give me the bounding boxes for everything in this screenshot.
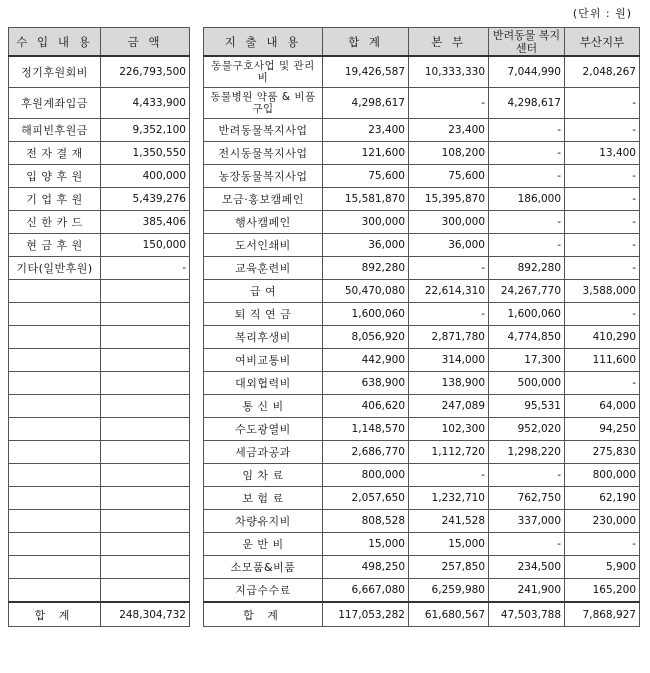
expense-row	[204, 234, 640, 257]
expense-total: 15,581,870	[323, 188, 409, 211]
income-amount	[101, 395, 190, 418]
expense-center: -	[489, 234, 565, 257]
expense-busan: -	[565, 88, 640, 119]
expense-center: 1,298,220	[489, 441, 565, 464]
expense-total: 406,620	[323, 395, 409, 418]
expense-busan: 800,000	[565, 464, 640, 487]
income-row	[9, 257, 190, 280]
expense-header-description: 지 출 내 용	[204, 28, 323, 57]
expense-total: 4,298,617	[323, 88, 409, 119]
income-amount	[101, 372, 190, 395]
expense-busan: -	[565, 188, 640, 211]
expense-busan: -	[565, 165, 640, 188]
expense-center: 234,500	[489, 556, 565, 579]
expense-center: 186,000	[489, 188, 565, 211]
income-row	[9, 510, 190, 533]
income-row	[9, 395, 190, 418]
income-row	[9, 142, 190, 165]
expense-center: 7,044,990	[489, 56, 565, 88]
expense-row	[204, 372, 640, 395]
income-amount: -	[101, 257, 190, 280]
expense-label: 교육훈련비	[204, 257, 323, 280]
income-amount	[101, 510, 190, 533]
expense-row	[204, 303, 640, 326]
income-amount	[101, 579, 190, 603]
expense-total: 6,667,080	[323, 579, 409, 603]
expense-busan: 5,900	[565, 556, 640, 579]
expense-center: 4,774,850	[489, 326, 565, 349]
expense-table	[203, 27, 640, 627]
income-label: 입 양 후 원	[9, 165, 101, 188]
expense-row	[204, 257, 640, 280]
expense-label: 수도광열비	[204, 418, 323, 441]
expense-hq: 102,300	[409, 418, 489, 441]
expense-busan: -	[565, 257, 640, 280]
income-amount: 400,000	[101, 165, 190, 188]
unit-label: (단위 : 원)	[572, 7, 632, 20]
income-row	[9, 349, 190, 372]
expense-hq: 22,614,310	[409, 280, 489, 303]
income-label	[9, 349, 101, 372]
expense-label: 전시동물복지사업	[204, 142, 323, 165]
expense-label: 모금·홍보캠페인	[204, 188, 323, 211]
expense-center: 17,300	[489, 349, 565, 372]
expense-label: 동물병원 약품 & 비품 구입	[204, 88, 323, 119]
income-row	[9, 88, 190, 119]
income-amount	[101, 418, 190, 441]
income-row	[9, 211, 190, 234]
expense-hq: 138,900	[409, 372, 489, 395]
expense-label: 반려동물복지사업	[204, 119, 323, 142]
income-label: 후원계좌입금	[9, 88, 101, 119]
income-amount	[101, 303, 190, 326]
income-row	[9, 533, 190, 556]
expense-row	[204, 211, 640, 234]
expense-label: 운 반 비	[204, 533, 323, 556]
expense-center: -	[489, 464, 565, 487]
expense-hq: 23,400	[409, 119, 489, 142]
expense-row	[204, 441, 640, 464]
income-amount	[101, 556, 190, 579]
expense-row	[204, 395, 640, 418]
expense-row	[204, 56, 640, 88]
expense-row	[204, 165, 640, 188]
expense-total: 15,000	[323, 533, 409, 556]
expense-total: 442,900	[323, 349, 409, 372]
expense-label: 동물구호사업 및 관리비	[204, 56, 323, 88]
expense-center: 4,298,617	[489, 88, 565, 119]
income-label: 신 한 카 드	[9, 211, 101, 234]
income-label: 정기후원회비	[9, 56, 101, 88]
income-row	[9, 372, 190, 395]
income-row	[9, 165, 190, 188]
expense-center: -	[489, 533, 565, 556]
expense-center: 24,267,770	[489, 280, 565, 303]
income-label: 현 금 후 원	[9, 234, 101, 257]
expense-row	[204, 188, 640, 211]
income-amount: 385,406	[101, 211, 190, 234]
income-row	[9, 579, 190, 603]
expense-label: 통 신 비	[204, 395, 323, 418]
income-header-description: 수 입 내 용	[9, 28, 101, 57]
income-row	[9, 56, 190, 88]
income-amount	[101, 349, 190, 372]
expense-total: 2,686,770	[323, 441, 409, 464]
expense-label: 급 여	[204, 280, 323, 303]
income-total-amount: 248,304,732	[101, 602, 190, 627]
expense-total: 23,400	[323, 119, 409, 142]
expense-center: -	[489, 211, 565, 234]
expense-busan: 111,600	[565, 349, 640, 372]
expense-hq: 1,112,720	[409, 441, 489, 464]
expense-label: 농장동물복지사업	[204, 165, 323, 188]
expense-hq: -	[409, 464, 489, 487]
expense-hq: 75,600	[409, 165, 489, 188]
expense-total-total: 117,053,282	[323, 602, 409, 627]
income-amount	[101, 441, 190, 464]
expense-row	[204, 349, 640, 372]
expense-header-total: 합 계	[323, 28, 409, 57]
income-total-label: 합 계	[9, 602, 101, 627]
expense-total: 892,280	[323, 257, 409, 280]
income-header-row	[9, 28, 190, 57]
income-label: 기타(일반후원)	[9, 257, 101, 280]
expense-total: 808,528	[323, 510, 409, 533]
expense-hq: 15,395,870	[409, 188, 489, 211]
expense-busan: 13,400	[565, 142, 640, 165]
income-label	[9, 395, 101, 418]
expense-label: 대외협력비	[204, 372, 323, 395]
expense-center: 952,020	[489, 418, 565, 441]
income-label	[9, 441, 101, 464]
expense-busan: 62,190	[565, 487, 640, 510]
expense-row	[204, 326, 640, 349]
expense-busan: -	[565, 372, 640, 395]
income-total-row	[9, 602, 190, 627]
expense-total: 1,600,060	[323, 303, 409, 326]
expense-total-hq: 61,680,567	[409, 602, 489, 627]
income-amount	[101, 464, 190, 487]
expense-hq: 300,000	[409, 211, 489, 234]
income-row	[9, 303, 190, 326]
expense-total: 300,000	[323, 211, 409, 234]
expense-center: 1,600,060	[489, 303, 565, 326]
expense-busan: 230,000	[565, 510, 640, 533]
expense-row	[204, 280, 640, 303]
expense-header-hq: 본 부	[409, 28, 489, 57]
expense-hq: 314,000	[409, 349, 489, 372]
income-amount	[101, 487, 190, 510]
expense-hq: 15,000	[409, 533, 489, 556]
expense-total: 8,056,920	[323, 326, 409, 349]
expense-row	[204, 533, 640, 556]
expense-hq: 2,871,780	[409, 326, 489, 349]
expense-total: 50,470,080	[323, 280, 409, 303]
expense-hq: 241,528	[409, 510, 489, 533]
income-row	[9, 487, 190, 510]
expense-hq: 6,259,980	[409, 579, 489, 603]
expense-label: 차량유지비	[204, 510, 323, 533]
income-label	[9, 533, 101, 556]
income-label	[9, 579, 101, 603]
income-label	[9, 326, 101, 349]
expense-busan: -	[565, 211, 640, 234]
income-amount	[101, 326, 190, 349]
income-row	[9, 188, 190, 211]
income-amount: 9,352,100	[101, 119, 190, 142]
expense-hq: 108,200	[409, 142, 489, 165]
expense-center: 892,280	[489, 257, 565, 280]
expense-center: 762,750	[489, 487, 565, 510]
income-label	[9, 464, 101, 487]
expense-total: 75,600	[323, 165, 409, 188]
income-amount: 226,793,500	[101, 56, 190, 88]
expense-row	[204, 88, 640, 119]
income-row	[9, 464, 190, 487]
expense-header-row	[204, 28, 640, 57]
expense-busan: 64,000	[565, 395, 640, 418]
expense-total: 800,000	[323, 464, 409, 487]
expense-row	[204, 510, 640, 533]
expense-label: 소모품&비품	[204, 556, 323, 579]
income-amount: 5,439,276	[101, 188, 190, 211]
expense-busan: 410,290	[565, 326, 640, 349]
income-row	[9, 418, 190, 441]
expense-busan: 165,200	[565, 579, 640, 603]
expense-label: 퇴 직 연 금	[204, 303, 323, 326]
expense-row	[204, 579, 640, 603]
expense-hq: -	[409, 257, 489, 280]
expense-center: 95,531	[489, 395, 565, 418]
expense-busan: -	[565, 234, 640, 257]
expense-row	[204, 556, 640, 579]
income-label	[9, 487, 101, 510]
income-row	[9, 556, 190, 579]
expense-row	[204, 418, 640, 441]
expense-row	[204, 142, 640, 165]
income-amount	[101, 533, 190, 556]
expense-center: -	[489, 119, 565, 142]
expense-center: 241,900	[489, 579, 565, 603]
expense-hq: -	[409, 303, 489, 326]
income-table	[8, 27, 190, 627]
expense-label: 여비교통비	[204, 349, 323, 372]
income-row	[9, 234, 190, 257]
income-label	[9, 303, 101, 326]
income-label	[9, 418, 101, 441]
income-label: 해피빈후원금	[9, 119, 101, 142]
expense-total-row	[204, 602, 640, 627]
expense-label: 지급수수료	[204, 579, 323, 603]
expense-label: 도서인쇄비	[204, 234, 323, 257]
expense-busan: -	[565, 303, 640, 326]
income-row	[9, 326, 190, 349]
expense-header-center: 반려동물 복지센터	[489, 28, 565, 57]
expense-total: 1,148,570	[323, 418, 409, 441]
expense-hq: -	[409, 88, 489, 119]
expense-center: 500,000	[489, 372, 565, 395]
expense-label: 세금과공과	[204, 441, 323, 464]
expense-busan: 94,250	[565, 418, 640, 441]
expense-center: -	[489, 165, 565, 188]
expense-hq: 257,850	[409, 556, 489, 579]
expense-busan: 2,048,267	[565, 56, 640, 88]
income-amount: 150,000	[101, 234, 190, 257]
expense-total-center: 47,503,788	[489, 602, 565, 627]
income-header-amount: 금 액	[101, 28, 190, 57]
income-label	[9, 510, 101, 533]
expense-label: 보 험 료	[204, 487, 323, 510]
income-amount: 1,350,550	[101, 142, 190, 165]
expense-center: 337,000	[489, 510, 565, 533]
expense-label: 행사캠페인	[204, 211, 323, 234]
expense-total-label: 합 계	[204, 602, 323, 627]
expense-label: 복리후생비	[204, 326, 323, 349]
expense-total: 2,057,650	[323, 487, 409, 510]
expense-center: -	[489, 142, 565, 165]
expense-busan: -	[565, 533, 640, 556]
expense-hq: 247,089	[409, 395, 489, 418]
income-row	[9, 280, 190, 303]
income-label	[9, 372, 101, 395]
income-label: 전 자 결 재	[9, 142, 101, 165]
expense-hq: 1,232,710	[409, 487, 489, 510]
expense-row	[204, 487, 640, 510]
expense-busan: -	[565, 119, 640, 142]
income-row	[9, 441, 190, 464]
expense-total: 638,900	[323, 372, 409, 395]
expense-total: 36,000	[323, 234, 409, 257]
income-label	[9, 280, 101, 303]
expense-total: 19,426,587	[323, 56, 409, 88]
expense-busan: 3,588,000	[565, 280, 640, 303]
expense-hq: 36,000	[409, 234, 489, 257]
expense-row	[204, 464, 640, 487]
expense-hq: 10,333,330	[409, 56, 489, 88]
income-amount	[101, 280, 190, 303]
income-row	[9, 119, 190, 142]
expense-total: 121,600	[323, 142, 409, 165]
expense-total-busan: 7,868,927	[565, 602, 640, 627]
expense-header-busan: 부산지부	[565, 28, 640, 57]
expense-total: 498,250	[323, 556, 409, 579]
income-amount: 4,433,900	[101, 88, 190, 119]
expense-row	[204, 119, 640, 142]
income-label	[9, 556, 101, 579]
expense-label: 임 차 료	[204, 464, 323, 487]
expense-busan: 275,830	[565, 441, 640, 464]
income-label: 기 업 후 원	[9, 188, 101, 211]
